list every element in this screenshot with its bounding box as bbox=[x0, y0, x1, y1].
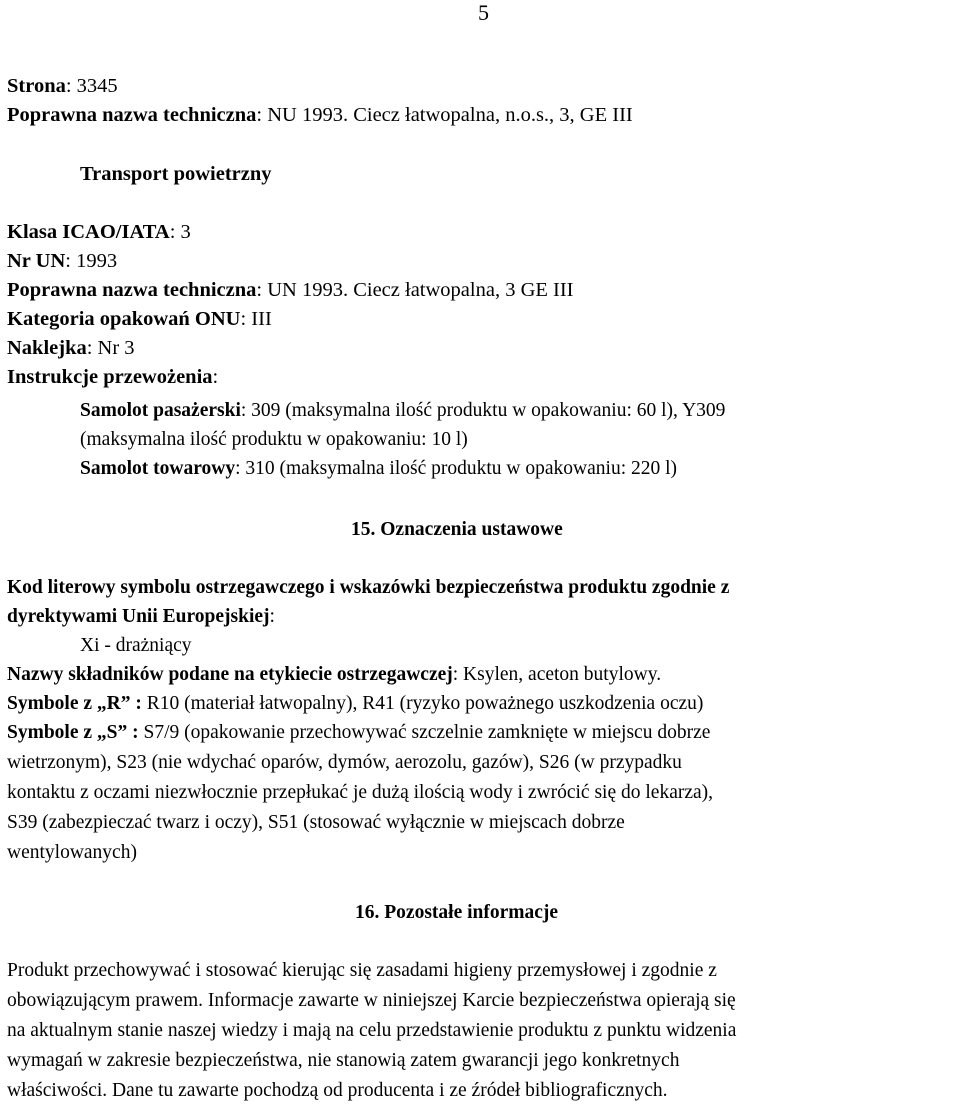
naklejka-line bbox=[7, 334, 135, 363]
klasa-value: : 3 bbox=[169, 221, 191, 243]
towarowy-label: Samolot towarowy bbox=[80, 458, 236, 479]
naklejka-label: Naklejka bbox=[7, 337, 87, 359]
strona-label: Strona bbox=[7, 75, 66, 97]
instrukcje-line bbox=[7, 363, 218, 392]
nazwy-label: Nazwy składników podane na etykiecie ostrzegawczej bbox=[7, 664, 453, 685]
r-symbols-label: Symbole z „R” : bbox=[7, 693, 142, 714]
pasazerski-line-2: (maksymalna ilość produktu w opakowaniu: 10 l) bbox=[80, 429, 468, 450]
s-symbols-line-5: wentylowanych) bbox=[7, 842, 137, 863]
s-symbols-line-3: kontaktu z oczami niezwłocznie przepłukać je dużą ilością wody i zwrócić się do lekarza), bbox=[7, 782, 714, 803]
klasa-line bbox=[7, 218, 191, 247]
r-symbols-line bbox=[7, 689, 703, 718]
kod-line-2 bbox=[7, 602, 275, 631]
kod-label-1: Kod literowy symbolu ostrzegawczego i wskazówki bezpieczeństwa produktu zgodnie z bbox=[7, 577, 730, 598]
info-line-3: na aktualnym stanie naszej wiedzy i mają na celu przedstawienie produktu z punktu widzenia bbox=[7, 1020, 737, 1041]
towarowy-value: : 310 (maksymalna ilość produktu w opakowaniu: 220 l) bbox=[235, 458, 678, 479]
kod-colon: : bbox=[269, 606, 275, 627]
kod-line-1 bbox=[7, 573, 729, 602]
air-name-line bbox=[7, 276, 574, 305]
un-value: : 1993 bbox=[65, 250, 118, 272]
pasazerski-value: : 309 (maksymalna ilość produktu w opakowaniu: 60 l), Y309 bbox=[240, 400, 726, 421]
sea-name-line bbox=[7, 101, 633, 130]
r-symbols-value: R10 (materiał łatwopalny), R41 (ryzyko poważnego uszkodzenia oczu) bbox=[141, 693, 704, 714]
s-symbols-value-1: S7/9 (opakowanie przechowywać szczelnie zamknięte w miejscu dobrze bbox=[138, 722, 711, 743]
s-symbols-line-4: S39 (zabezpieczać twarz i oczy), S51 (stosować wyłącznie w miejscach dobrze bbox=[7, 812, 625, 833]
instrukcje-label: Instrukcje przewożenia bbox=[7, 366, 213, 388]
sea-name-value: : NU 1993. Ciecz łatwopalna, n.o.s., 3, GE III bbox=[256, 104, 633, 126]
section-16-heading: 16. Pozostałe informacje bbox=[355, 902, 559, 923]
kategoria-value: : III bbox=[240, 308, 272, 330]
un-line bbox=[7, 247, 117, 276]
air-transport-heading: Transport powietrzny bbox=[80, 163, 272, 185]
un-label: Nr UN bbox=[7, 250, 66, 272]
strona-line bbox=[7, 72, 118, 101]
sea-name-label: Poprawna nazwa techniczna bbox=[7, 104, 257, 126]
air-name-value: : UN 1993. Ciecz łatwopalna, 3 GE III bbox=[256, 279, 574, 301]
page-number: 5 bbox=[478, 0, 489, 25]
kod-label-2: dyrektywami Unii Europejskiej bbox=[7, 606, 270, 627]
naklejka-value: : Nr 3 bbox=[86, 337, 135, 359]
pasazerski-line bbox=[80, 396, 725, 425]
xi-line: Xi - drażniący bbox=[80, 635, 192, 656]
s-symbols-line-2: wietrzonym), S23 (nie wdychać oparów, dymów, aerozolu, gazów), S26 (w przypadku bbox=[7, 752, 682, 773]
klasa-label: Klasa ICAO/IATA bbox=[7, 221, 170, 243]
air-name-label: Poprawna nazwa techniczna bbox=[7, 279, 257, 301]
s-symbols-line-1 bbox=[7, 718, 710, 747]
kategoria-label: Kategoria opakowań ONU bbox=[7, 308, 241, 330]
info-line-4: wymagań w zakresie bezpieczeństwa, nie stanowią zatem gwarancji jego konkretnych bbox=[7, 1050, 680, 1071]
kategoria-line bbox=[7, 305, 272, 334]
s-symbols-label: Symbole z „S” : bbox=[7, 722, 139, 743]
instrukcje-value: : bbox=[212, 366, 219, 388]
towarowy-line bbox=[80, 454, 677, 483]
info-line-5: właściwości. Dane tu zawarte pochodzą od producenta i ze źródeł bibliograficznych. bbox=[7, 1080, 668, 1101]
pasazerski-label: Samolot pasażerski bbox=[80, 400, 241, 421]
strona-value: : 3345 bbox=[65, 75, 118, 97]
section-15-heading: 15. Oznaczenia ustawowe bbox=[351, 519, 563, 540]
nazwy-value: : Ksylen, aceton butylowy. bbox=[452, 664, 662, 685]
nazwy-line bbox=[7, 660, 661, 689]
info-line-1: Produkt przechowywać i stosować kierując się zasadami higieny przemysłowej i zgodnie z bbox=[7, 960, 717, 981]
info-line-2: obowiązującym prawem. Informacje zawarte w niniejszej Karcie bezpieczeństwa opierają się bbox=[7, 990, 736, 1011]
